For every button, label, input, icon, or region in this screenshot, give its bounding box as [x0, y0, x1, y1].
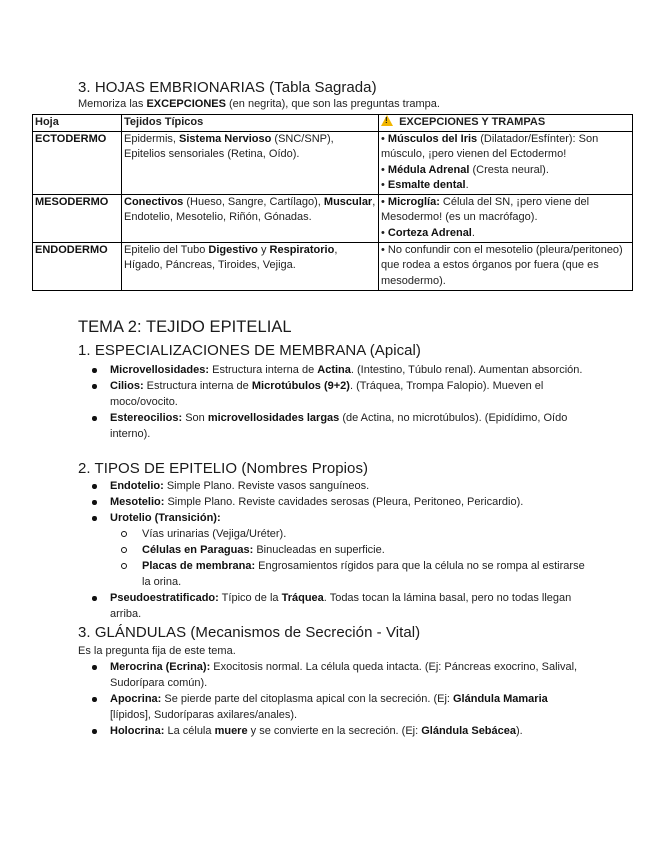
- exception-text: No confundir con el mesotelio (pleura/peritoneo) que rodea a estos órganos por fuera (que es mesodermo).: [381, 243, 623, 287]
- item-term: Estereocilios:: [110, 412, 183, 424]
- item-bold: muere: [214, 725, 248, 737]
- especializaciones-list: [78, 362, 590, 442]
- cell-bold: Muscular: [323, 195, 373, 208]
- item-bold: microvellosidades largas: [207, 412, 340, 424]
- cell-tejidos: [122, 131, 379, 194]
- section-heading-especializaciones: 1. ESPECIALIZACIONES DE MEMBRANA (Apical): [78, 342, 421, 359]
- item-text: Simple Plano. Reviste cavidades serosas (Pleura, Peritoneo, Pericardio).: [164, 496, 524, 508]
- exception-text: (Cresta neural).: [469, 163, 549, 176]
- item-term: Merocrina (Ecrina):: [110, 661, 211, 673]
- bullet: •: [381, 163, 385, 176]
- cell-excepciones: [379, 131, 633, 194]
- section-heading-hojas-embrionarias: 3. HOJAS EMBRIONARIAS (Tabla Sagrada): [78, 79, 377, 96]
- cell-text: y: [257, 243, 270, 256]
- sub-list-item: [110, 542, 590, 558]
- hoja-name: MESODERMO: [35, 195, 109, 208]
- item-term: Células en Paraguas:: [142, 544, 254, 556]
- bullet: •: [381, 179, 385, 191]
- item-bold: Actina: [317, 364, 351, 376]
- item-text: . (Tráquea, Trompa Falopio). Mueven el moco/ovocito.: [110, 380, 544, 408]
- exception-item: [381, 243, 630, 290]
- list-item: [78, 659, 590, 691]
- cell-text: , Hígado, Páncreas, Tiroides, Vejiga.: [124, 243, 338, 271]
- col-header-hoja: Hoja: [33, 115, 122, 132]
- item-bold: Glándula Sebácea: [421, 725, 516, 737]
- cell-bold: Sistema Nervioso: [179, 132, 272, 145]
- exception-item: [381, 163, 630, 179]
- section-heading-glandulas: 3. GLÁNDULAS (Mecanismos de Secreción - Vital): [78, 624, 421, 641]
- item-text: Estructura interna de: [209, 364, 318, 376]
- exception-item: [381, 226, 630, 242]
- item-text: La célula: [164, 725, 215, 737]
- list-item: [78, 723, 590, 739]
- cell-tejidos: [122, 194, 379, 242]
- exception-bold: Esmalte dental: [387, 179, 466, 191]
- cell-text: Epidermis,: [124, 132, 180, 145]
- exception-item: [381, 178, 630, 194]
- tipos-epitelio-list: [78, 478, 590, 622]
- cell-excepciones: [379, 242, 633, 290]
- sub-list-item: [110, 558, 590, 590]
- cell-bold: Respiratorio: [269, 243, 335, 256]
- exception-item: [381, 132, 630, 163]
- bullet: •: [381, 243, 385, 256]
- intro-bold: EXCEPCIONES: [146, 98, 226, 110]
- bullet: •: [381, 226, 385, 239]
- list-item: [78, 378, 590, 410]
- exception-bold: Microglía:: [387, 195, 440, 208]
- exception-bold: Corteza Adrenal: [387, 226, 472, 239]
- cell-text: (SNC/SNP), Epitelios sensoriales (Retina, Oído).: [124, 132, 334, 160]
- cell-text: (Hueso, Sangre, Cartílago),: [183, 195, 324, 208]
- item-text: [lípidos], Sudoríparas axilares/anales).: [110, 709, 298, 721]
- cell-text: , Endotelio, Mesotelio, Riñón, Gónadas.: [124, 195, 376, 223]
- cell-bold: Digestivo: [208, 243, 258, 256]
- item-text: Binucleadas en superficie.: [253, 544, 385, 556]
- cell-hoja: [33, 194, 122, 242]
- exception-item: [381, 195, 630, 226]
- item-text: Son: [182, 412, 208, 424]
- exception-text: (Dilatador/Esfínter): Son músculo, ¡pero vienen del Ectodermo!: [381, 132, 599, 160]
- item-text: Se pierde parte del citoplasma apical con la secreción. (Ej:: [161, 693, 453, 705]
- table-header-row: [33, 115, 633, 132]
- cell-hoja: [33, 131, 122, 194]
- exception-text: Célula del SN, ¡pero viene del Mesodermo! (es un macrófago).: [381, 195, 590, 223]
- table-row: [33, 194, 633, 242]
- item-term: Endotelio:: [110, 480, 164, 492]
- item-text: . Todas tocan la lámina basal, pero no todas llegan arriba.: [110, 592, 572, 620]
- cell-excepciones: [379, 194, 633, 242]
- sub-list-item: [110, 526, 590, 542]
- item-term: Holocrina:: [110, 725, 165, 737]
- item-text: Típico de la: [218, 592, 282, 604]
- item-term: Apocrina:: [110, 693, 162, 705]
- item-text: Vías urinarias (Vejiga/Uréter).: [142, 528, 287, 540]
- hoja-name: ENDODERMO: [35, 243, 108, 256]
- item-text: (de Actina, no microtúbulos). (Epidídimo, Oído interno).: [110, 412, 568, 440]
- intro-text-end: (en negrita), que son las preguntas trampa.: [225, 98, 440, 110]
- exception-bold: Médula Adrenal: [387, 163, 470, 176]
- glandulas-intro: Es la pregunta fija de este tema.: [78, 645, 236, 657]
- bullet: •: [381, 132, 385, 145]
- cell-tejidos: [122, 242, 379, 290]
- list-item: [78, 410, 590, 442]
- table-row: [33, 131, 633, 194]
- cell-text: Epitelio del Tubo: [124, 243, 209, 256]
- cell-hoja: [33, 242, 122, 290]
- table-row: [33, 242, 633, 290]
- tema-title: TEMA 2: TEJIDO EPITELIAL: [78, 318, 292, 336]
- item-term: Pseudoestratificado:: [110, 592, 219, 604]
- glandulas-list: [78, 659, 590, 739]
- item-text: Estructura interna de: [143, 380, 252, 392]
- item-text: Engrosamientos rígidos para que la célula no se rompa al estirarse la orina.: [142, 560, 585, 588]
- item-text: ).: [516, 725, 523, 737]
- warning-icon: [381, 115, 393, 126]
- item-text: Exocitosis normal. La célula queda intacta. (Ej: Páncreas exocrino, Salival, Sudorípara común).: [110, 661, 578, 689]
- list-item: [78, 510, 590, 590]
- item-bold: Glándula Mamaria: [453, 693, 548, 705]
- item-bold: Microtúbulos (9+2): [251, 380, 350, 392]
- embryo-layers-table: [32, 114, 633, 291]
- section-heading-tipos-epitelio: 2. TIPOS DE EPITELIO (Nombres Propios): [78, 460, 369, 477]
- col-header-excepciones-label: EXCEPCIONES Y TRAMPAS: [399, 116, 546, 128]
- list-item: [78, 691, 590, 723]
- item-term: Microvellosidades:: [110, 364, 210, 376]
- item-bold: Tráquea: [281, 592, 324, 604]
- exception-text: .: [471, 226, 475, 239]
- item-term: Urotelio (Transición):: [110, 512, 221, 524]
- item-term: Cilios:: [110, 380, 144, 392]
- item-text: y se convierte en la secreción. (Ej:: [247, 725, 422, 737]
- section-intro: [78, 97, 440, 112]
- item-term: Mesotelio:: [110, 496, 165, 508]
- item-term: Placas de membrana:: [142, 560, 256, 572]
- list-item: [78, 362, 590, 378]
- bullet: •: [381, 195, 385, 208]
- list-item: [78, 494, 590, 510]
- list-item: [78, 478, 590, 494]
- item-text: Simple Plano. Reviste vasos sanguíneos.: [163, 480, 370, 492]
- intro-text: Memoriza las: [78, 98, 147, 110]
- col-header-tejidos: Tejidos Típicos: [122, 115, 379, 132]
- col-header-excepciones: [379, 115, 633, 132]
- urotelio-sublist: [110, 526, 590, 590]
- exception-text: .: [465, 179, 469, 191]
- item-text: . (Intestino, Túbulo renal). Aumentan absorción.: [350, 364, 583, 376]
- hoja-name: ECTODERMO: [35, 132, 107, 145]
- list-item: [78, 590, 590, 622]
- cell-bold: Conectivos: [124, 195, 184, 208]
- exception-bold: Músculos del Iris: [387, 132, 478, 145]
